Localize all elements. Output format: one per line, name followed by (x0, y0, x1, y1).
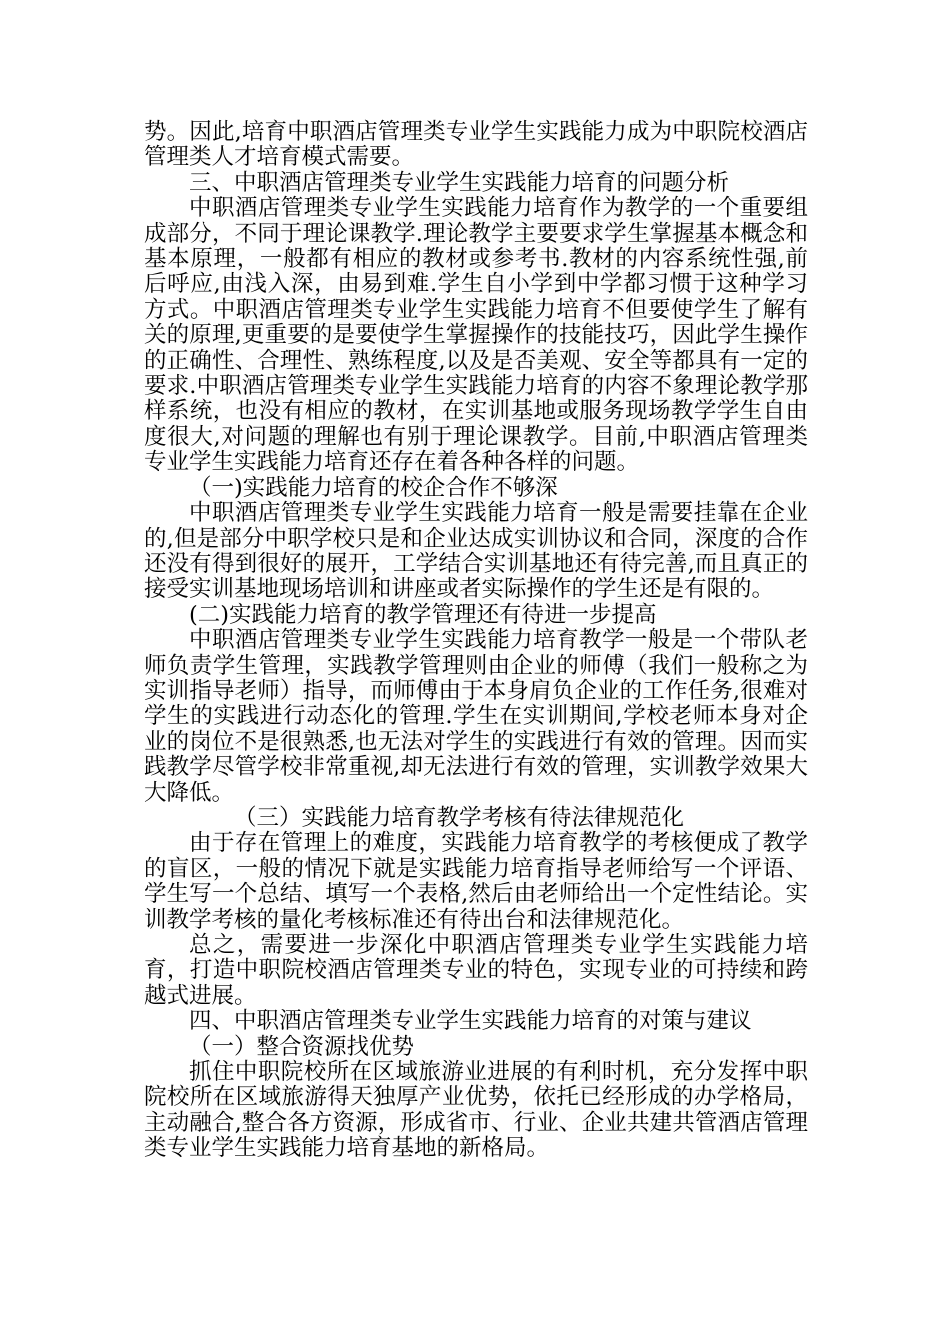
subheading-3: （三）实践能力培育教学考核有待法律规范化 (234, 804, 685, 831)
section-heading-4: 四、中职酒店管理类专业学生实践能力培育的对策与建议 (189, 1008, 752, 1035)
paragraph-problem-intro: 中职酒店管理类专业学生实践能力培育作为教学的一个重要组成部分，不同于理论课教学.理论教学主要要求学生掌握基本概念和基本原理，一般都有相应的教材或参考书.教材的内容系统性强,前后呼应,由浅入深，由易到难.学生自小学到中学都习惯于这种学习方式。中职酒店管理类专业学生实践能力培育不但要使学生了解有关的原理,更重要的是要使学生掌握操作的技能技巧，因此学生操作的正确性、合理性、熟练程度,以及是否美观、安全等都具有一定的要求.中职酒店管理类专业学生实践能力培育的内容不象理论教学那样系统，也没有相应的教材，在实训基地或服务现场教学学生自由度很大,对问题的理解也有别于理论课教学。目前,中职酒店管理类专业学生实践能力培育还存在着各种各样的问题。 (144, 195, 808, 476)
section-heading-3: 三、中职酒店管理类专业学生实践能力培育的问题分析 (189, 169, 730, 196)
paragraph-resources: 抓住中职院校所在区域旅游业进展的有利时机，充分发挥中职院校所在区域旅游得天独厚产业优势，依托已经形成的办学格局，主动融合,整合各方资源，形成省市、行业、企业共建共管酒店管理类专业学生实践能力培育基地的新格局。 (144, 1059, 808, 1162)
paragraph-teaching-management: 中职酒店管理类专业学生实践能力培育教学一般是一个带队老师负责学生管理，实践教学管理则由企业的师傅（我们一般称之为实训指导老师）指导，而师傅由于本身肩负企业的工作任务,很难对学生的实践进行动态化的管理.学生在实训期间,学校老师本身对企业的岗位不是很熟悉,也无法对学生的实践进行有效的管理。因而实践教学尽管学校非常重视,却无法进行有效的管理，实训教学效果大大降低。 (144, 627, 808, 806)
paragraph-summary: 总之，需要进一步深化中职酒店管理类专业学生实践能力培育，打造中职院校酒店管理类专业的特色，实现专业的可持续和跨越式进展。 (144, 932, 808, 1009)
paragraph-school-enterprise: 中职酒店管理类专业学生实践能力培育一般是需要挂靠在企业的,但是部分中职学校只是和企业达成实训协议和合同，深度的合作还没有得到很好的展开，工学结合实训基地还有待完善,而且真正的接受实训基地现场培训和讲座或者实际操作的学生还是有限的。 (144, 500, 808, 603)
document-body (144, 120, 808, 1162)
subheading-4-1: （一）整合资源找优势 (189, 1033, 415, 1060)
paragraph-assessment: 由于存在管理上的难度，实践能力培育教学的考核便成了教学的盲区，一般的情况下就是实践能力培育指导老师给写一个评语、学生写一个总结、填写一个表格,然后由老师给出一个定性结论。实训教学考核的量化考核标准还有待出台和法律规范化。 (144, 830, 808, 933)
subheading-1: （一)实践能力培育的校企合作不够深 (189, 474, 558, 501)
subheading-2: (二)实践能力培育的教学管理还有待进一步提高 (189, 601, 657, 628)
paragraph-continuation: 势。因此,培育中职酒店管理类专业学生实践能力成为中职院校酒店管理类人才培育模式需要。 (144, 119, 808, 171)
